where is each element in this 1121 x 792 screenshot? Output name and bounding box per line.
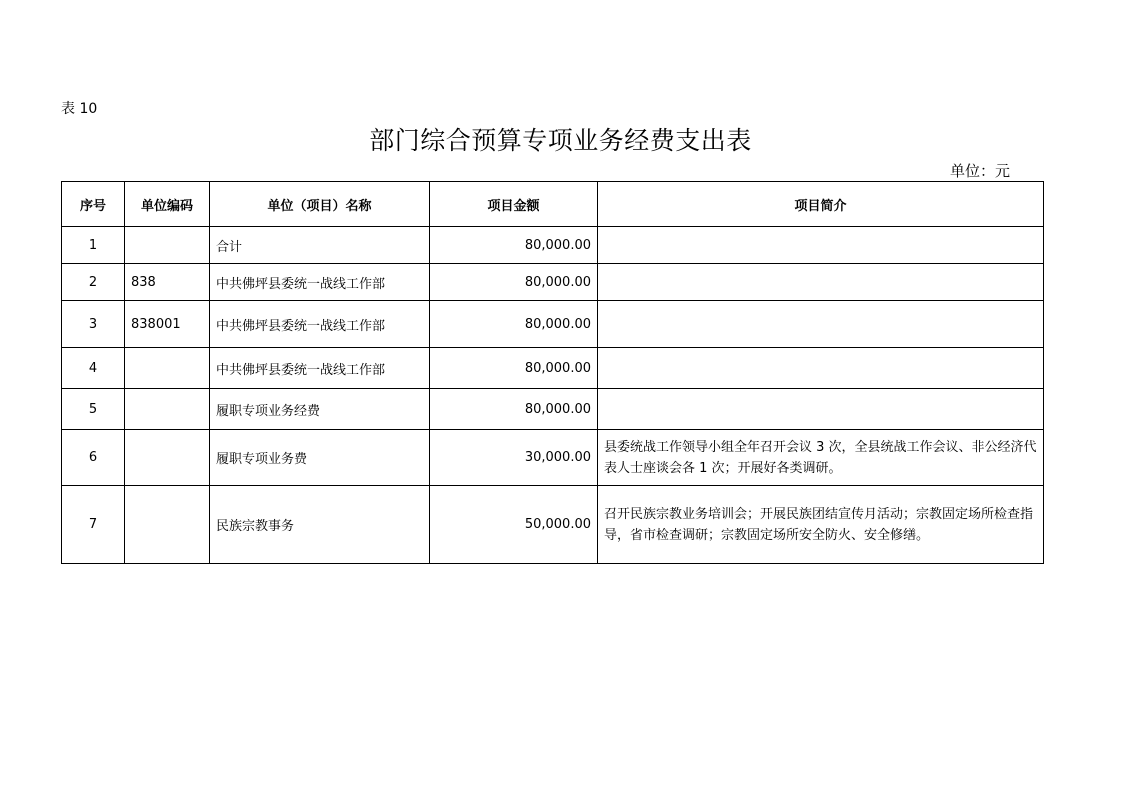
cell-desc [598,389,1044,430]
budget-table [61,181,1044,564]
cell-seq: 3 [62,301,125,348]
table-number: 表 10 [61,101,98,117]
cell-amount: 80,000.00 [430,227,598,264]
cell-name: 中共佛坪县委统一战线工作部 [210,264,430,301]
table-row [62,348,1044,389]
column-header-code: 单位编码 [125,182,210,227]
page-title: 部门综合预算专项业务经费支出表 [369,126,752,155]
cell-code [125,486,210,564]
cell-code [125,227,210,264]
cell-desc [598,348,1044,389]
table-row [62,430,1044,486]
cell-desc: 县委统战工作领导小组全年召开会议 3 次，全县统战工作会议、非公经济代表人士座谈会各 1 次；开展好各类调研。 [598,430,1044,486]
cell-desc [598,227,1044,264]
cell-seq: 7 [62,486,125,564]
cell-name: 履职专项业务经费 [210,389,430,430]
column-header-name: 单位（项目）名称 [210,182,430,227]
unit-label: 单位：元 [950,162,1011,180]
column-header-desc: 项目简介 [598,182,1044,227]
cell-desc [598,301,1044,348]
cell-amount: 30,000.00 [430,430,598,486]
cell-code [125,348,210,389]
column-header-seq: 序号 [62,182,125,227]
cell-amount: 50,000.00 [430,486,598,564]
table-row [62,264,1044,301]
table-row [62,486,1044,564]
cell-seq: 6 [62,430,125,486]
cell-seq: 2 [62,264,125,301]
cell-name: 民族宗教事务 [210,486,430,564]
cell-code: 838 [125,264,210,301]
cell-code: 838001 [125,301,210,348]
table-row [62,389,1044,430]
table-header-row [62,182,1044,227]
cell-seq: 5 [62,389,125,430]
cell-name: 合计 [210,227,430,264]
cell-amount: 80,000.00 [430,389,598,430]
cell-name: 中共佛坪县委统一战线工作部 [210,301,430,348]
cell-code [125,389,210,430]
cell-name: 中共佛坪县委统一战线工作部 [210,348,430,389]
cell-seq: 1 [62,227,125,264]
column-header-amount: 项目金额 [430,182,598,227]
cell-desc [598,264,1044,301]
table-row [62,301,1044,348]
cell-amount: 80,000.00 [430,301,598,348]
cell-desc: 召开民族宗教业务培训会；开展民族团结宣传月活动；宗教固定场所检查指导，省市检查调研；宗教固定场所安全防火、安全修缮。 [598,486,1044,564]
cell-amount: 80,000.00 [430,264,598,301]
cell-name: 履职专项业务费 [210,430,430,486]
table-row [62,227,1044,264]
cell-amount: 80,000.00 [430,348,598,389]
cell-seq: 4 [62,348,125,389]
cell-code [125,430,210,486]
